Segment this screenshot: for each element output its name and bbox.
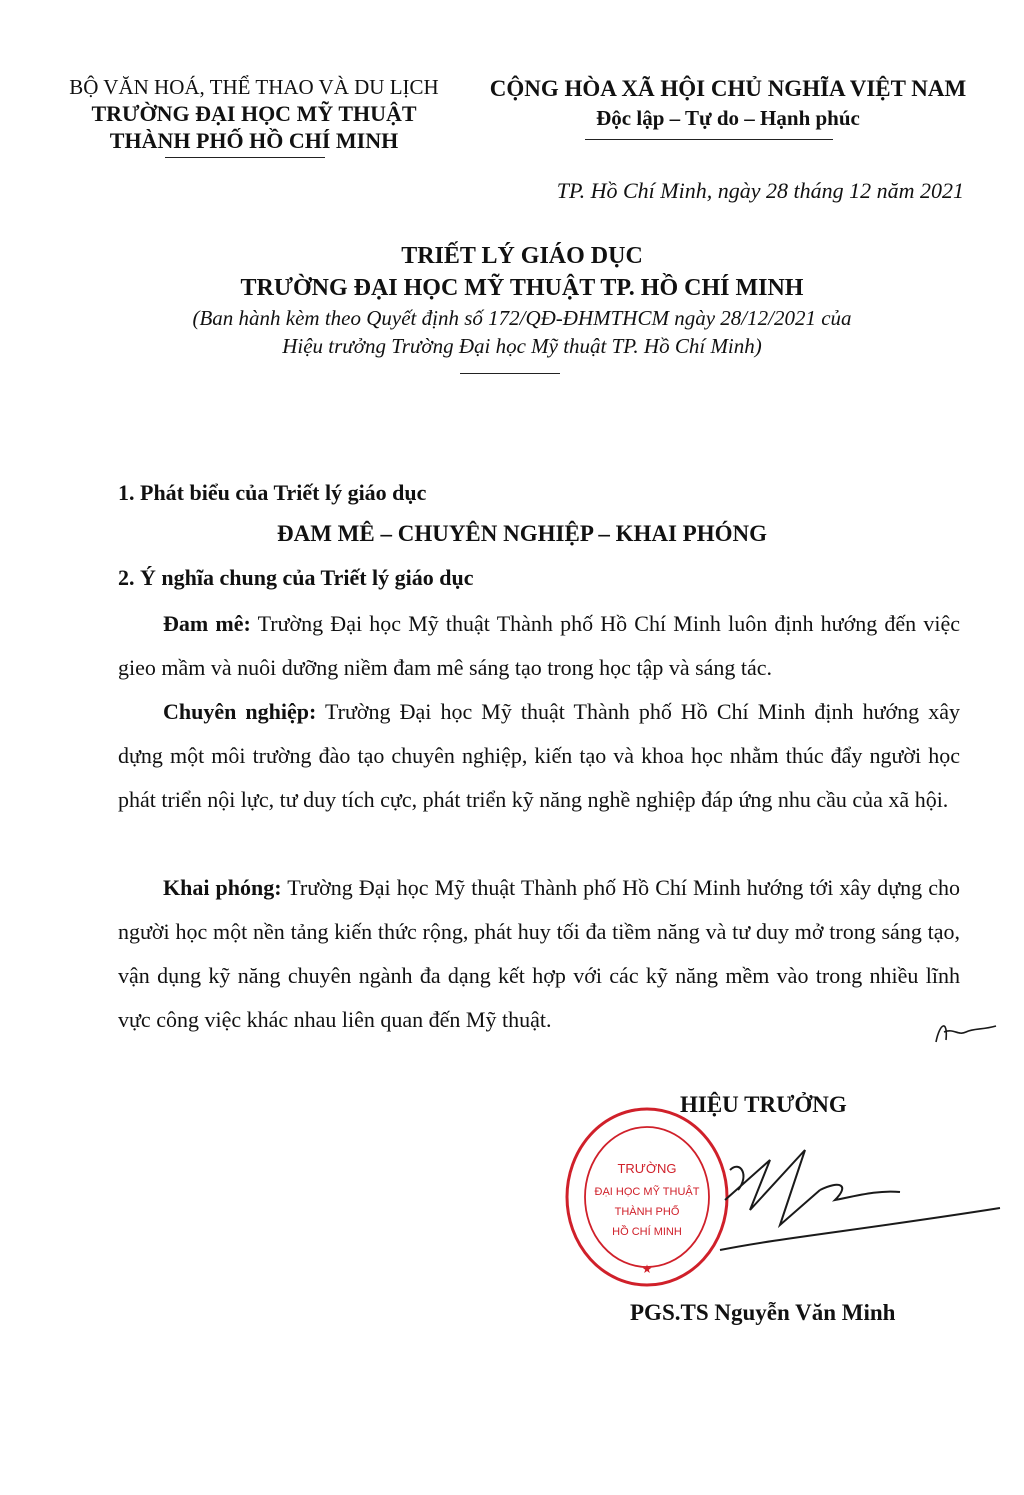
issuance-note-line1: (Ban hành kèm theo Quyết định số 172/QĐ-ĐHMTHCM ngày 28/12/2021 của [192,306,852,330]
ministry-name: BỘ VĂN HOÁ, THỂ THAO VÀ DU LỊCH [69,75,439,99]
seal-line2: ĐẠI HỌC MỸ THUẬT [594,1186,700,1198]
header-right-underline [585,139,833,140]
term-khai-phong: Khai phóng: [163,875,282,900]
document-title: TRIẾT LÝ GIÁO DỤC [401,243,643,269]
paragraph-dam-me [118,602,960,690]
paragraph-chuyen-nghiep [118,690,960,822]
republic-name: CỘNG HÒA XÃ HỘI CHỦ NGHĨA VIỆT NAM [489,76,967,101]
section-2-heading: 2. Ý nghĩa chung của Triết lý giáo dục [118,565,474,590]
term-chuyen-nghiep: Chuyên nghiệp: [163,699,317,724]
seal-line3: THÀNH PHỐ [614,1206,680,1218]
school-name-line2: THÀNH PHỐ HỒ CHÍ MINH [109,128,399,153]
seal-line1: TRƯỜNG [617,1161,677,1176]
seal-line4: HỒ CHÍ MINH [612,1226,682,1238]
philosophy-slogan: ĐAM MÊ – CHUYÊN NGHIỆP – KHAI PHÓNG [276,521,768,546]
seal-star-icon: ★ [641,1262,653,1276]
handwritten-signature [630,1130,1010,1280]
dateline: TP. Hồ Chí Minh, ngày 28 tháng 12 năm 2021 [556,178,964,203]
initial-mark [930,1010,1000,1050]
text-chuyen-nghiep: Trường Đại học Mỹ thuật Thành phố Hồ Chí Minh định hướng xây dựng một môi trường đào tạo chuyên nghiệp, kiến tạo và khoa học nhằm thúc đẩy người học phát triển nội lực, tư duy tích cực, phát triển kỹ năng nghề nghiệp đáp ứng nhu cầu của xã hội. [118,699,960,812]
signatory-title: HIỆU TRƯỞNG [680,1092,847,1117]
issuance-note-line2: Hiệu trưởng Trường Đại học Mỹ thuật TP. Hồ Chí Minh) [282,334,762,358]
header-left-underline [165,157,325,158]
term-dam-me: Đam mê: [163,611,251,636]
school-name-line1: TRƯỜNG ĐẠI HỌC MỸ THUẬT [91,101,417,126]
title-underline [460,373,560,374]
text-khai-phong: Trường Đại học Mỹ thuật Thành phố Hồ Chí Minh hướng tới xây dựng cho người học một nền tảng kiến thức rộng, phát huy tối đa tiềm năng và tư duy mở trong sáng tạo, vận dụng kỹ năng chuyên ngành đa dạng kết hợp với các kỹ năng mềm vào trong nhiều lĩnh vực công việc khác nhau liên quan đến Mỹ thuật. [118,875,960,1032]
text-dam-me: Trường Đại học Mỹ thuật Thành phố Hồ Chí Minh luôn định hướng đến việc gieo mầm và nuôi dưỡng niềm đam mê sáng tạo trong học tập và sáng tác. [118,611,960,680]
signatory-name: PGS.TS Nguyễn Văn Minh [630,1300,896,1325]
document-subtitle: TRƯỜNG ĐẠI HỌC MỸ THUẬT TP. HỒ CHÍ MINH [240,275,804,301]
national-motto: Độc lập – Tự do – Hạnh phúc [596,106,860,130]
section-1-heading: 1. Phát biểu của Triết lý giáo dục [118,480,427,505]
document-title-block [60,240,984,360]
national-header [468,74,988,132]
issuer-header [44,74,464,154]
paragraph-khai-phong [118,866,960,1042]
